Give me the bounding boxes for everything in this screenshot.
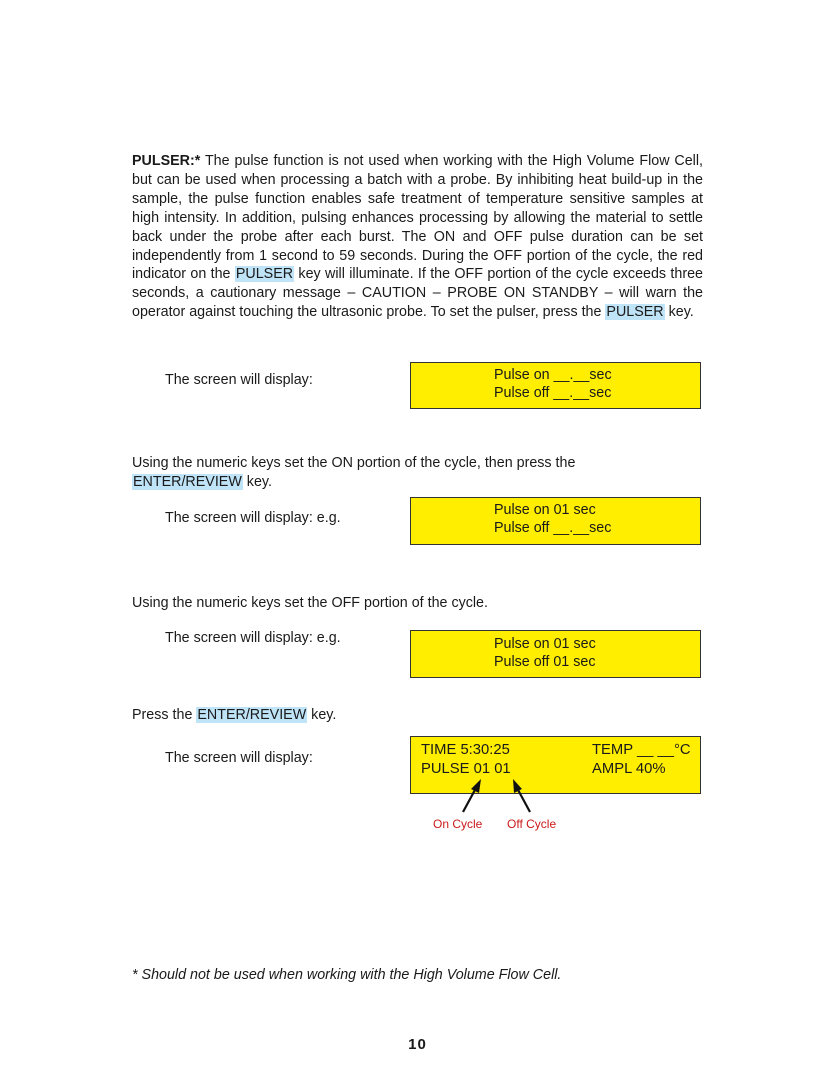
on-cycle-arrow-icon <box>463 788 476 812</box>
pulser-term: PULSER:* <box>132 153 201 169</box>
lcd-line-1: Pulse on __.__sec <box>494 367 612 383</box>
step4-instruction-prefix: Press the <box>132 707 197 723</box>
lcd-line-1: Pulse on 01 sec <box>494 636 596 652</box>
off-cycle-arrowhead-icon <box>513 779 522 793</box>
step4-label: The screen will display: <box>165 750 313 766</box>
step3-instruction: Using the numeric keys set the OFF portion of the cycle. <box>132 595 488 611</box>
on-cycle-arrowhead-icon <box>471 779 481 793</box>
on-cycle-caption: On Cycle <box>433 817 483 831</box>
enter-review-key-highlight: ENTER/REVIEW <box>197 707 307 723</box>
lcd-ampl: AMPL 40% <box>592 761 666 777</box>
pulser-key-highlight: PULSER <box>235 266 294 283</box>
pulser-text-1: The pulse function is not used when working with the High Volume Flow Cell, but can be used when processing a batch with a probe. By inhibiting heat build-up in the sample, the pulse function enables safe treatment of temperature sensitive samples at high intensity. In addition, pulsing enhances processing by allowing the material to settle back under the probe after each burst. The ON and OFF pulse duration can be set independently from 1 second to 59 seconds. During the OFF portion of the cycle, the red indicator on the <box>132 153 703 283</box>
off-cycle-caption: Off Cycle <box>507 817 557 831</box>
page-number: 10 <box>408 1036 427 1053</box>
lcd-line-2: Pulse off __.__sec <box>494 385 612 401</box>
pulser-text-3: key. <box>664 304 694 321</box>
step2-instruction: Using the numeric keys set the ON portion of the cycle, then press the <box>132 455 576 471</box>
off-cycle-arrow-icon <box>517 788 530 812</box>
lcd-time: TIME 5:30:25 <box>421 742 510 758</box>
enter-review-key-highlight: ENTER/REVIEW <box>133 474 242 490</box>
pulser-text-2: key will illuminate. If the OFF portion of the cycle exceeds three seconds, a cautionary message – CAUTION – PROBE ON STANDBY – will warn the operator against touching the ultrasonic probe. To set the pulser, press the <box>132 266 704 321</box>
lcd-line-2: Pulse off 01 sec <box>494 654 596 670</box>
lcd-line-2: Pulse off __.__sec <box>494 520 612 536</box>
step3-label: The screen will display: e.g. <box>165 630 341 646</box>
step1-label: The screen will display: <box>165 372 313 388</box>
step4-instruction-suffix: key. <box>307 707 337 723</box>
footnote: * Should not be used when working with the High Volume Flow Cell. <box>132 967 562 983</box>
step2-label: The screen will display: e.g. <box>165 510 341 526</box>
lcd-line-1: Pulse on 01 sec <box>494 502 596 518</box>
lcd-pulse: PULSE 01 01 <box>421 761 511 777</box>
pulser-key-highlight: PULSER <box>606 304 664 321</box>
step2-instruction-suffix: key. <box>242 474 272 490</box>
lcd-temp: TEMP __ __°C <box>592 742 691 758</box>
